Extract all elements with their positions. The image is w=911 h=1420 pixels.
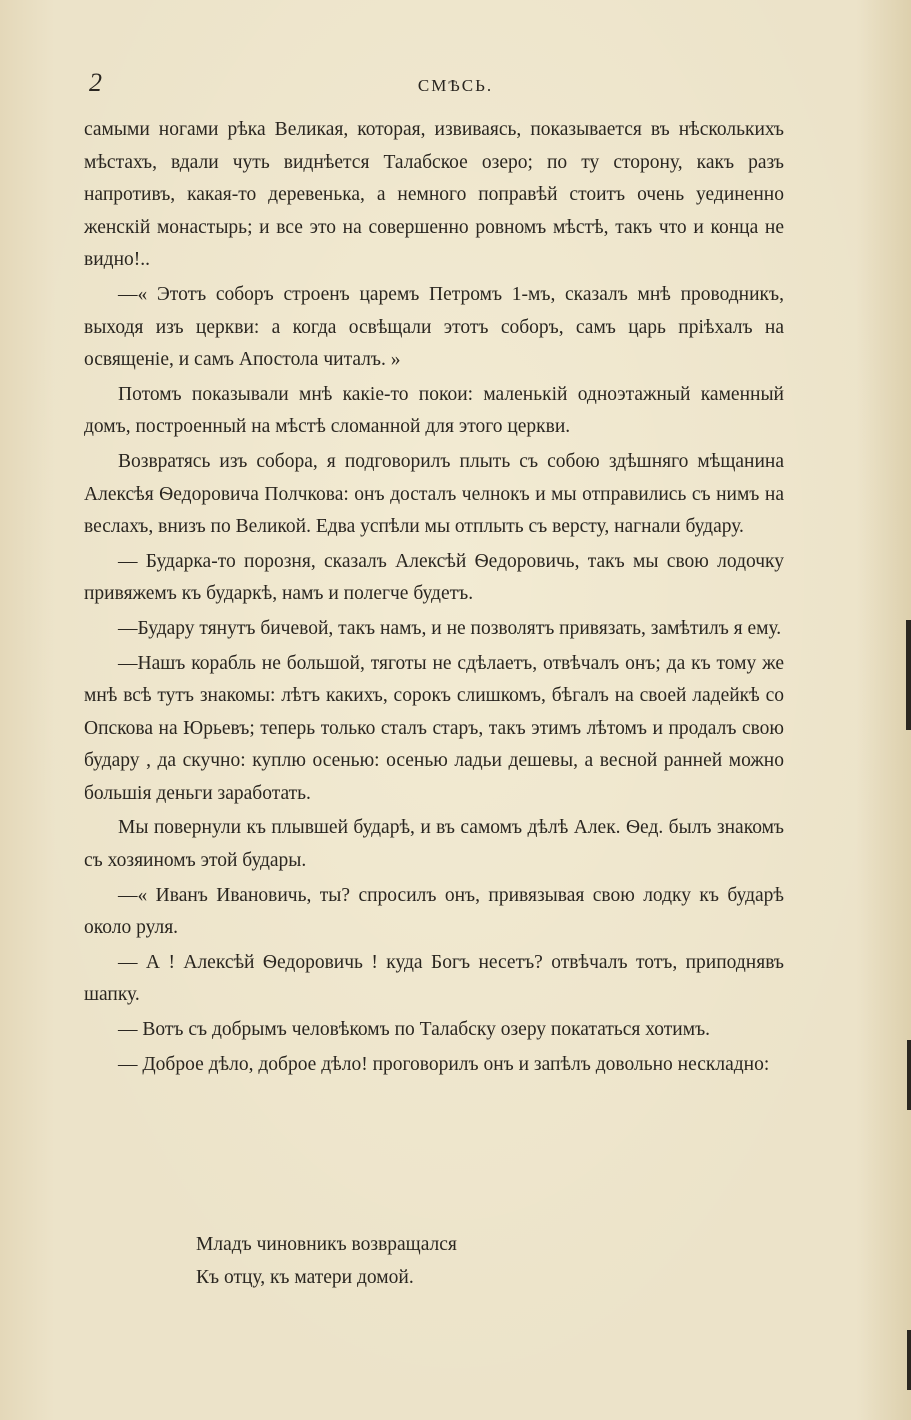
verse-line: Къ отцу, къ матери домой. [196, 1267, 414, 1288]
paragraph: —« Этотъ соборъ строенъ царемъ Петромъ 1-мъ, сказалъ мнѣ проводникъ, выходя изъ церкви: а когда освѣщали этотъ соборъ, самъ царь пріѣхалъ на освященіе, и самъ Апостола читалъ. » [84, 283, 784, 371]
verse-line: Младъ чиновникъ возвращался [196, 1234, 457, 1255]
verse-block [196, 1228, 457, 1294]
running-title: СМѢСЬ. [417, 76, 494, 95]
paragraph: —Будару тянутъ бичевой, такъ намъ, и не позволятъ привязать, замѣтилъ я ему. [118, 617, 782, 639]
body-text [84, 114, 784, 1083]
paragraph: самыми ногами рѣка Великая, которая, извиваясь, показывается въ нѣсколькихъ мѣстахъ, вдали чуть виднѣется Талабское озеро; по ту сторону, какъ разъ напротивъ, какая-то деревенька, а немного поправѣй стоитъ очень уединенно женскій монастырь; и все это на совершенно ровномъ мѣстѣ, такъ что и конца не видно!.. [84, 119, 784, 271]
paragraph: Потомъ показывали мнѣ какіе-то покои: маленькій одноэтажный каменный домъ, построенный на мѣстѣ сломанной для этого церкви. [84, 383, 784, 438]
page-number: 2 [89, 68, 102, 97]
paragraph: — Доброе дѣло, доброе дѣло! проговорилъ онъ и запѣлъ довольно нескладно: [118, 1053, 770, 1075]
paragraph: — А ! Алексѣй Ѳедоровичь ! куда Богъ несетъ? отвѣчалъ тотъ, приподнявъ шапку. [84, 951, 784, 1006]
page-edge-shadow [906, 620, 911, 730]
paragraph: —Нашъ корабль не большой, тяготы не сдѣлаетъ, отвѣчалъ онъ; да къ тому же мнѣ всѣ тутъ знакомы: лѣтъ какихъ, сорокъ слишкомъ, бѣгалъ на своей ладейкѣ со Опскова на Юрьевъ; теперь только сталъ старъ, такъ этимъ лѣтомъ и продалъ свою будару , да скучно: куплю осенью: осенью ладьи дешевы, а весной ранней можно большія деньги заработать. [84, 652, 784, 804]
paragraph: —« Иванъ Ивановичь, ты? спросилъ онъ, привязывая свою лодку къ бударѣ около руля. [84, 884, 784, 939]
page-edge-shadow [907, 1040, 911, 1110]
paragraph: — Бударка-то порозня, сказалъ Алексѣй Ѳедоровичь, такъ мы свою лодочку привяжемъ къ бударкѣ, намъ и полегче будетъ. [84, 550, 784, 605]
paragraph: Мы повернули къ плывшей бударѣ, и въ самомъ дѣлѣ Алек. Ѳед. былъ знакомъ съ хозяиномъ этой будары. [84, 817, 784, 872]
paragraph: Возвратясь изъ собора, я подговорилъ плыть съ собою здѣшняго мѣщанина Алексѣя Ѳедоровича Полчкова: онъ досталъ челнокъ и мы отправились съ нимъ на веслахъ, внизъ по Великой. Едва успѣли мы отплыть съ версту, нагнали будару. [84, 450, 784, 538]
page-edge-shadow [907, 1330, 911, 1390]
paragraph: — Вотъ съ добрымъ человѣкомъ по Талабску озеру покататься хотимъ. [118, 1019, 711, 1041]
